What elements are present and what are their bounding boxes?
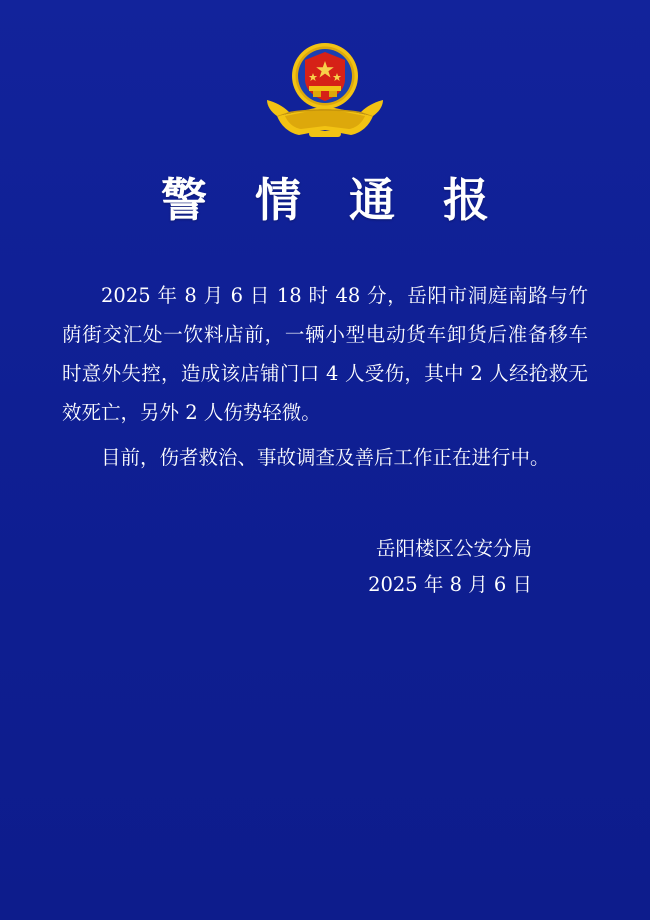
signature-block: [0, 531, 650, 603]
signature-date: 2025 年 8 月 6 日: [368, 573, 532, 597]
signature-organization: 岳阳楼区公安分局: [375, 537, 532, 560]
notice-paragraph-1: 2025 年 8 月 6 日 18 时 48 分，岳阳市洞庭南路与竹荫街交汇处一饮料店前，一辆小型电动货车卸货后准备移车时意外失控，造成该店铺门口 4 人受伤，其中 2 人经抢救无效死亡，另外 2 人伤势轻微。: [62, 284, 588, 424]
notice-body: [62, 276, 588, 477]
page-title: 警 情 通 报: [160, 173, 506, 227]
notice-paragraph-2: 目前，伤者救治、事故调查及善后工作正在进行中。: [101, 446, 550, 469]
emblem-container: [0, 0, 650, 142]
china-police-badge-icon: [265, 34, 385, 142]
